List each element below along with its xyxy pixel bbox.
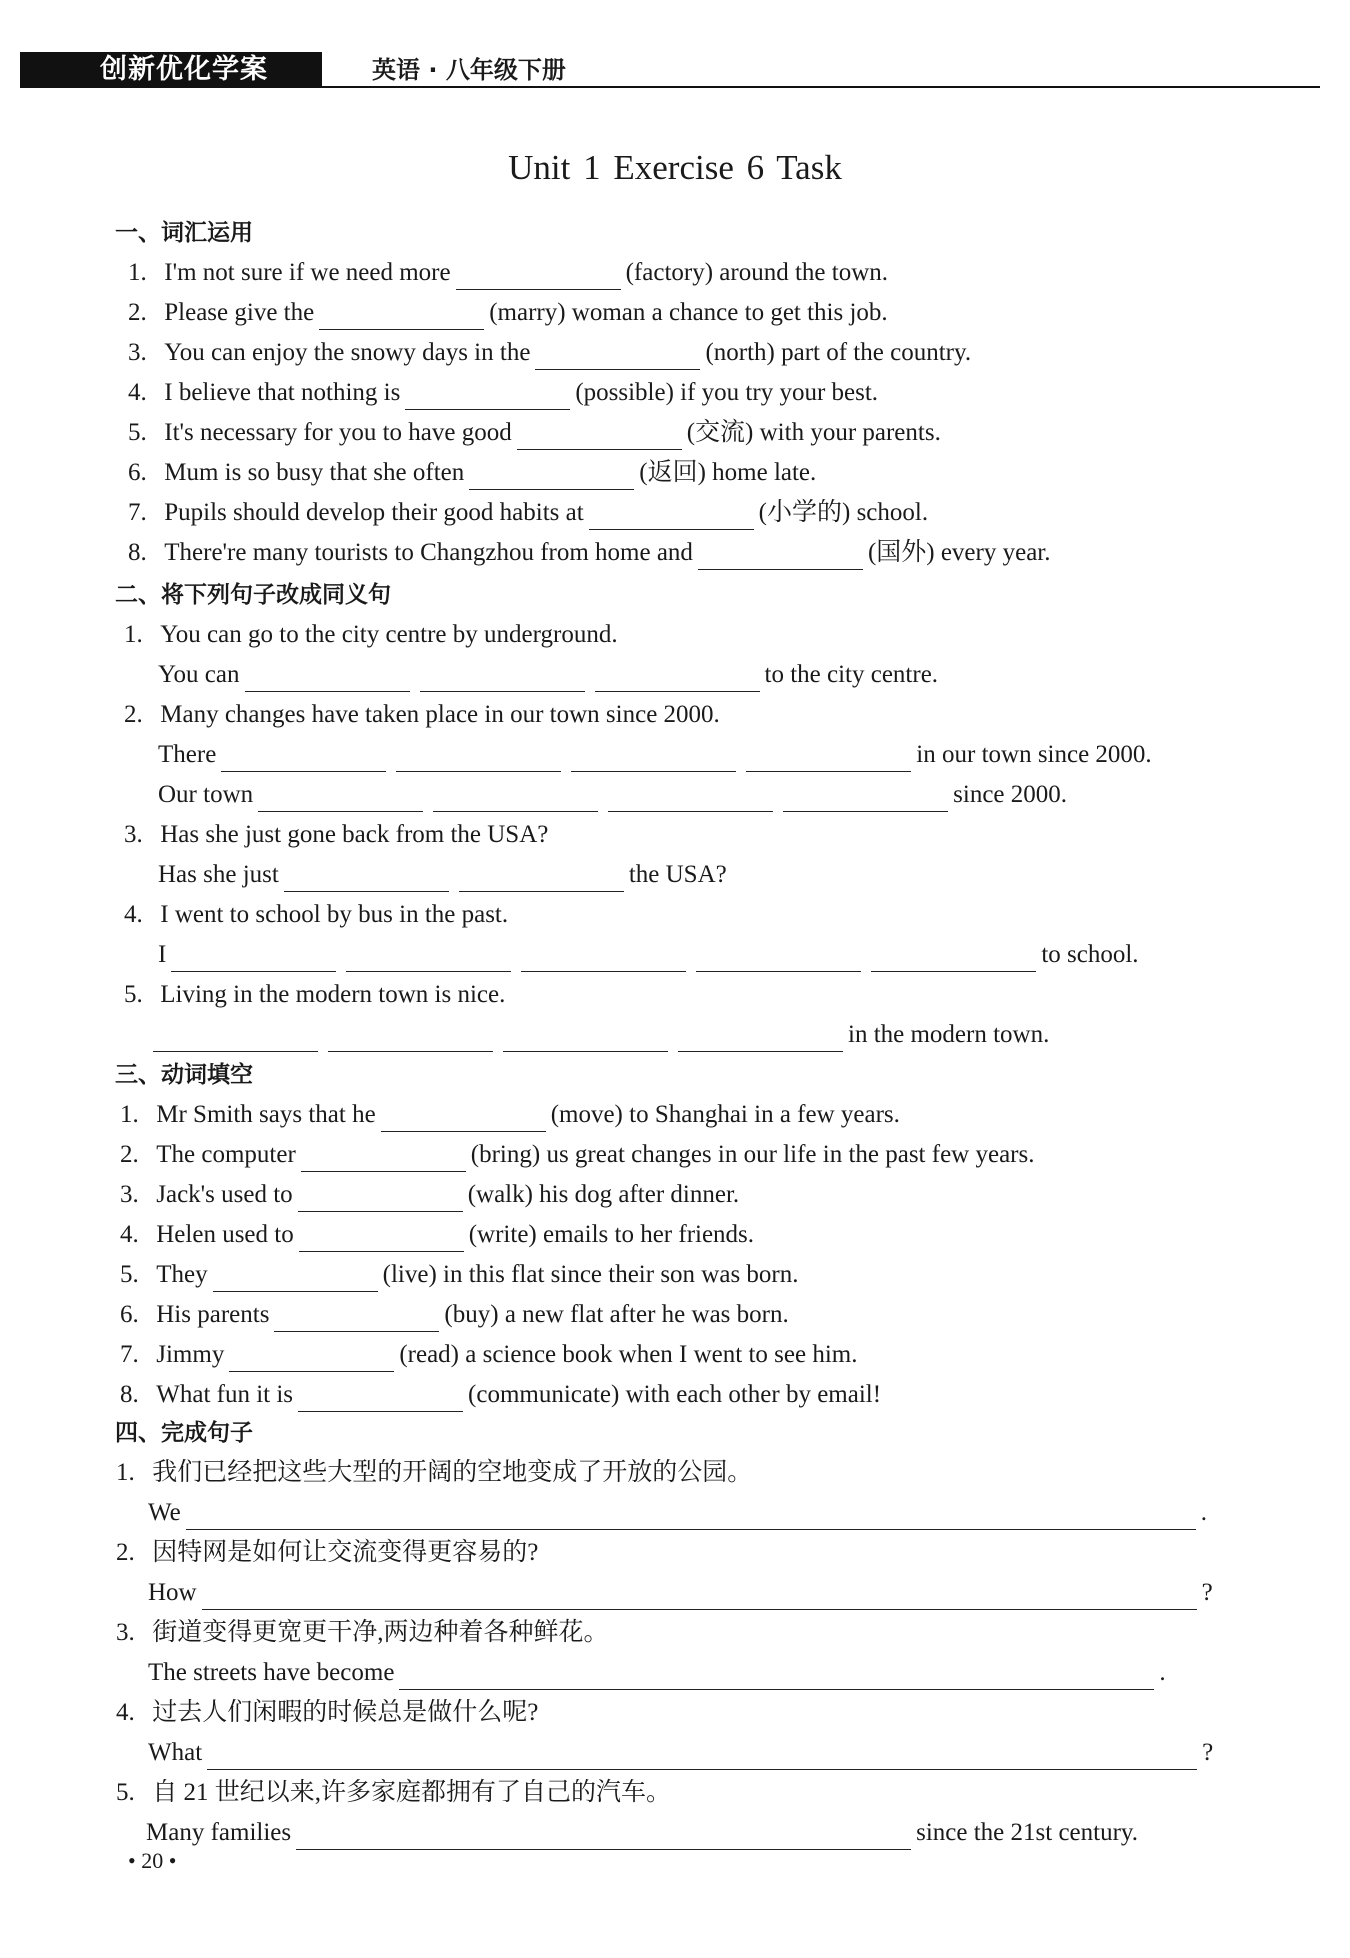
s1-item-4: 4. I believe that nothing is (possible) if you try your best. (128, 376, 878, 410)
s3-item-7: 7. Jimmy (read) a science book when I went to see him. (120, 1338, 857, 1372)
answer-blank[interactable] (871, 945, 1036, 972)
header-rule (322, 86, 1320, 88)
answer-blank[interactable] (258, 785, 423, 812)
s4-item-5-cn: 5. 自 21 世纪以来,许多家庭都拥有了自己的汽车。 (116, 1779, 672, 1806)
section-1-title: 一、词汇运用 (115, 220, 253, 246)
s1-item-6: 6. Mum is so busy that she often (返回) home late. (128, 456, 816, 490)
s4-item-4-cn: 4. 过去人们闲暇的时候总是做什么呢? (116, 1699, 539, 1726)
answer-line[interactable] (207, 1743, 1197, 1770)
answer-blank[interactable] (503, 1025, 668, 1052)
s2-q2-original: 2. Many changes have taken place in our town since 2000. (124, 701, 720, 728)
answer-blank[interactable] (229, 1345, 394, 1372)
answer-blank[interactable] (221, 745, 386, 772)
answer-blank[interactable] (405, 383, 570, 410)
answer-line[interactable] (399, 1663, 1154, 1690)
s2-q4-rewrite: I to school. (158, 938, 1139, 972)
answer-blank[interactable] (571, 745, 736, 772)
s2-q3-original: 3. Has she just gone back from the USA? (124, 821, 549, 848)
page-header (20, 52, 1320, 88)
s3-item-4: 4. Helen used to (write) emails to her friends. (120, 1218, 754, 1252)
s2-q5-rewrite: in the modern town. (148, 1018, 1049, 1052)
answer-blank[interactable] (783, 785, 948, 812)
s2-q1-original: 1. You can go to the city centre by underground. (124, 621, 618, 648)
s2-q2-rewrite-a: There in our town since 2000. (158, 738, 1152, 772)
answer-blank[interactable] (456, 263, 621, 290)
s4-item-5-en: Many families since the 21st century. (146, 1816, 1138, 1850)
answer-blank[interactable] (284, 865, 449, 892)
brand-logo: 创新优化学案 (20, 52, 322, 88)
s2-q4-original: 4. I went to school by bus in the past. (124, 901, 509, 928)
answer-blank[interactable] (346, 945, 511, 972)
answer-blank[interactable] (171, 945, 336, 972)
answer-blank[interactable] (746, 745, 911, 772)
s3-item-5: 5. They (live) in this flat since their son was born. (120, 1258, 799, 1292)
book-title: 英语 · 八年级下册 (372, 56, 566, 84)
s3-item-8: 8. What fun it is (communicate) with each other by email! (120, 1378, 881, 1412)
answer-blank[interactable] (420, 665, 585, 692)
answer-blank[interactable] (245, 665, 410, 692)
answer-blank[interactable] (298, 1185, 463, 1212)
answer-blank[interactable] (595, 665, 760, 692)
answer-blank[interactable] (589, 503, 754, 530)
s2-q5-original: 5. Living in the modern town is nice. (124, 981, 506, 1008)
exercise-title: Unit 1 Exercise 6 Task (508, 148, 842, 187)
s2-q3-rewrite: Has she just the USA? (158, 858, 727, 892)
answer-blank[interactable] (328, 1025, 493, 1052)
answer-blank[interactable] (274, 1305, 439, 1332)
s1-item-5: 5. It's necessary for you to have good (交流) with your parents. (128, 416, 941, 450)
section-3-title: 三、动词填空 (115, 1062, 253, 1088)
answer-blank[interactable] (608, 785, 773, 812)
answer-blank[interactable] (698, 543, 863, 570)
s2-q1-rewrite: You can to the city centre. (158, 658, 938, 692)
s3-item-3: 3. Jack's used to (walk) his dog after dinner. (120, 1178, 739, 1212)
answer-blank[interactable] (517, 423, 682, 450)
s1-item-1: 1. I'm not sure if we need more (factory) around the town. (128, 256, 888, 290)
answer-blank[interactable] (298, 1385, 463, 1412)
answer-blank[interactable] (396, 745, 561, 772)
answer-blank[interactable] (301, 1145, 466, 1172)
answer-blank[interactable] (696, 945, 861, 972)
answer-line[interactable] (186, 1503, 1196, 1530)
s1-item-2: 2. Please give the (marry) woman a chance to get this job. (128, 296, 888, 330)
answer-line[interactable] (202, 1583, 1197, 1610)
s3-item-2: 2. The computer (bring) us great changes in our life in the past few years. (120, 1138, 1034, 1172)
answer-blank[interactable] (433, 785, 598, 812)
answer-blank[interactable] (678, 1025, 843, 1052)
s1-item-8: 8. There're many tourists to Changzhou from home and (国外) every year. (128, 536, 1051, 570)
page-number: • 20 • (128, 1848, 177, 1873)
answer-blank[interactable] (153, 1025, 318, 1052)
s4-item-3-en: The streets have become . (148, 1656, 1166, 1690)
section-2-title: 二、将下列句子改成同义句 (115, 582, 391, 608)
answer-blank[interactable] (319, 303, 484, 330)
answer-blank[interactable] (213, 1265, 378, 1292)
s1-item-7: 7. Pupils should develop their good habits at (小学的) school. (128, 496, 928, 530)
s4-item-2-cn: 2. 因特网是如何让交流变得更容易的? (116, 1539, 539, 1566)
answer-blank[interactable] (459, 865, 624, 892)
s4-item-1-cn: 1. 我们已经把这些大型的开阔的空地变成了开放的公园。 (116, 1459, 753, 1486)
s1-item-3: 3. You can enjoy the snowy days in the (north) part of the country. (128, 336, 971, 370)
answer-blank[interactable] (469, 463, 634, 490)
s2-q2-rewrite-b: Our town since 2000. (158, 778, 1067, 812)
s4-item-4-en: What ? (148, 1736, 1213, 1770)
answer-blank[interactable] (299, 1225, 464, 1252)
answer-blank[interactable] (381, 1105, 546, 1132)
section-4-title: 四、完成句子 (115, 1420, 253, 1446)
answer-blank[interactable] (535, 343, 700, 370)
answer-blank[interactable] (521, 945, 686, 972)
answer-line[interactable] (296, 1823, 911, 1850)
s4-item-2-en: How ? (148, 1576, 1213, 1610)
s4-item-3-cn: 3. 街道变得更宽更干净,两边种着各种鲜花。 (116, 1619, 609, 1646)
s3-item-6: 6. His parents (buy) a new flat after he was born. (120, 1298, 789, 1332)
s3-item-1: 1. Mr Smith says that he (move) to Shanghai in a few years. (120, 1098, 900, 1132)
s4-item-1-en: We . (148, 1496, 1207, 1530)
